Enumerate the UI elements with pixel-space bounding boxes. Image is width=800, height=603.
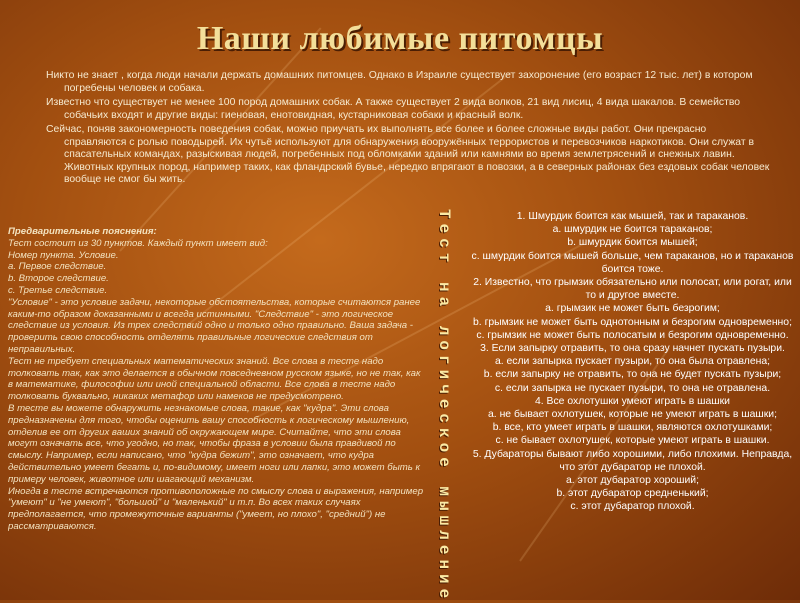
intro-paragraph: Известно что существует не менее 100 пород домашних собак. А также существует 2 вида волков, 21 вид лисиц, 4 вида шакалов. В семейство собачьих входят и другие виды: гиеновая, енотовидная, кустарниковая собаки и красный волк. (46, 97, 741, 121)
notes-line: Тест не требует специальных математических знаний. Все слова в тесте надо толковать так, как это делается в обычном повседневном русском языке, но не так, как в математике, философии или иной специальной области. Все слова в тесте надо толковать буквально, никаких метафор или намеков не предусмотрено. (8, 355, 421, 403)
test-line: c. шмурдик боится мышей больше, чем тараканов, но и тараканов боится тоже. (471, 250, 794, 275)
intro-text (46, 70, 771, 189)
notes-line: В тесте вы можете обнаружить незнакомые слова, такие, как "кудра". Эти слова предназначены для того, чтобы оценить вашу способность к логическому мышлению, отделив ее от других ваших знаний об окружающем мире. Считайте, что эти слова могут означать все, что угодно, но так, чтобы фраза в условии была правдивой по смыслу. Например, если написано, что "кудра бежит", это означает, что кудра действительно умеет бегать и, по-видимому, имеет ноги или лапки, это может быть к примеру человек, животное или шагающий механизм. (8, 402, 420, 485)
notes-line: c. Третье следствие. (8, 284, 108, 296)
intro-paragraph: Сейчас, поняв закономерность поведения собак, можно приучать их выполнять все более и более сложные виды работ. Они прекрасно справляются с ролью поводырей. Их чутьё используют для обнаружения вооружённых террористов и перевозчиков наркотиков. Они служат в спасательных командах, разыскивая людей, погребенных под обломками зданий или камнями во время землетрясений и снежных лавин. Животных крупных пород, например таких, как фландрский бувье, нередко впрягают в повозки, а в северных районах без ездовых собак человек вообще не смог бы жить. (46, 124, 770, 185)
test-line: b. все, кто умеет играть в шашки, являются охлотушками; (492, 422, 773, 434)
notes-line: b. Второе следствие. (8, 273, 109, 285)
test-line: a. если запырка пускает пузыри, то она была отравлена; (494, 356, 771, 368)
test-line: b. если запырку не отравить, то она не будет пускать пузыри; (483, 369, 782, 381)
test-line: a. грымзик не может быть безрогим; (545, 303, 720, 315)
test-line: b. грымзик не может быть однотонным и безрогим одновременно; (473, 316, 792, 328)
test-line: 2. Известно, что грымзик обязательно или полосат, или рогат, или то и другое вместе. (473, 277, 792, 302)
test-line: c. если запырка не пускает пузыри, то она не отравлена. (494, 382, 771, 394)
test-questions (470, 210, 795, 598)
test-line: b. этот дубаратор средненький; (556, 488, 709, 500)
test-line: 3. Если запырку отравить, то она сразу начнет пускать пузыри. (480, 343, 785, 355)
test-line: a. шмурдик не боится тараканов; (552, 224, 713, 236)
notes-line: Тест состоит из 30 пунктов. Каждый пункт имеет вид: (8, 237, 268, 249)
notes-line: Номер пункта. Условие. (8, 249, 119, 261)
vertical-heading (430, 208, 458, 603)
test-line: c. не бывает охлотушек, которые умеют играть в шашки. (495, 435, 770, 447)
test-line: a. не бывает охлотушек, которые не умеют играть в шашки; (488, 409, 777, 421)
preliminary-notes (8, 226, 428, 598)
test-line: b. шмурдик боится мышей; (567, 237, 698, 249)
test-line: 1. Шмурдик боится как мышей, так и тараканов. (516, 211, 749, 222)
test-line: a. этот дубаратор хороший; (566, 475, 699, 487)
notes-line: a. Первое следствие. (8, 261, 107, 273)
test-line: 5. Дубараторы бывают либо хорошими, либо плохими. Неправда, что этот дубаратор не плохой. (472, 448, 793, 473)
vertical-heading-text: Тест на логическое мышление (435, 208, 453, 603)
notes-line: "Условие" - это условие задачи, некоторые обстоятельства, которые считаются ранее каким-то образом доказанными и всегда истинными. "Следствие" - это логическое следствие из условия. Из трех следствий одно и только одно правильно. Ваша задача - проверить свою способность отделять правильные логические следствия от неправильных. (8, 296, 421, 355)
notes-heading: Предварительные пояснения: (8, 226, 157, 237)
slide-title: Наши любимые питомцы (196, 20, 604, 57)
intro-paragraph: Никто не знает , когда люди начали держать домашних питомцев. Однако в Израиле существует захоронение (его возраст 12 тыс. лет) в котором погребены человек и собака. (46, 70, 753, 94)
test-line: c. грымзик не может быть полосатым и безрогим одновременно. (476, 329, 789, 341)
notes-line: Иногда в тесте встречаются противоположные по смыслу слова и выражения, например "умеют" и "не умеют", "большой" и "маленький" и т.п. Во всех таких случаях предполагается, что промежуточные варианты ("умеет, но плохо", "средний") не рассматриваются. (8, 485, 424, 532)
test-line: 4. Все охлотушки умеют играть в шашки (535, 395, 730, 407)
test-line: c. этот дубаратор плохой. (570, 501, 695, 513)
